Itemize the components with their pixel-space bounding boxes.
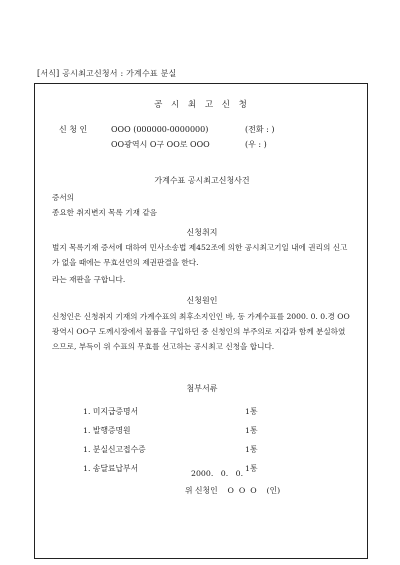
attachment-label: 1. 미지급증명서: [83, 407, 139, 416]
attachment-count: 1통: [245, 426, 258, 435]
applicant-name: OOO (000000-0000000): [111, 125, 209, 134]
postal-label: (우 : ): [245, 140, 267, 149]
case-subject-1: 증서의: [52, 193, 75, 202]
filing-date: 2000. 0. 0.: [191, 469, 244, 478]
attachment-count: 1통: [245, 407, 258, 416]
attachment-label: 1. 발행증명원: [83, 426, 131, 435]
signer-line: 위 신청인 O O O (인): [185, 486, 281, 495]
applicant-address: OO광역시 O구 OO로 OOO: [111, 140, 210, 149]
case-title: 가계수표 공시최고신청사건: [154, 176, 250, 185]
attachment-item: [35, 444, 369, 462]
attachment-count: 1통: [245, 464, 258, 473]
purpose-heading: 신청취지: [186, 228, 218, 237]
attachments-heading: 첨부서류: [186, 384, 218, 393]
purpose-text: 벌지 목록기재 증서에 대하여 민사소송법 제452조에 의한 공시최고기일 내에 권리의 신고가 없을 때에는 무효선언의 제권판결을 한다.: [52, 243, 348, 267]
reason-heading: 신청원인: [186, 296, 218, 305]
attachment-item: [35, 406, 369, 424]
document-caption: [서식] 공시최고신청서 : 가계수표 분실: [37, 69, 177, 78]
applicant-label: 신 청 인: [59, 125, 88, 134]
form-frame: [34, 83, 368, 559]
attachment-label: 1. 송달료납부서: [83, 464, 139, 473]
attachment-label: 1. 분실신고접수증: [83, 445, 146, 454]
phone-label: (전화 : ): [245, 125, 275, 134]
case-subject-2: 종요한 취지변지 목록 기재 같음: [52, 208, 158, 217]
purpose-tail: 라는 재판을 구합니다.: [52, 275, 126, 284]
reason-text: 신청인은 신청취지 기재의 가계수표의 최후소지인인 바, 동 가계수표를 2000. 0. 0.경 OO광역시 OO구 도께시장에서 물품을 구입하던 중 신청인의 부주의로 지갑과 함께 분실하였으므로, 부득이 위 수표의 무효를 선고하는 공시최고 신청을 합니다.: [52, 312, 350, 351]
attachment-count: 1통: [245, 445, 258, 454]
form-title: 공 시 최 고 신 청: [154, 100, 250, 110]
attachment-item: [35, 425, 369, 443]
